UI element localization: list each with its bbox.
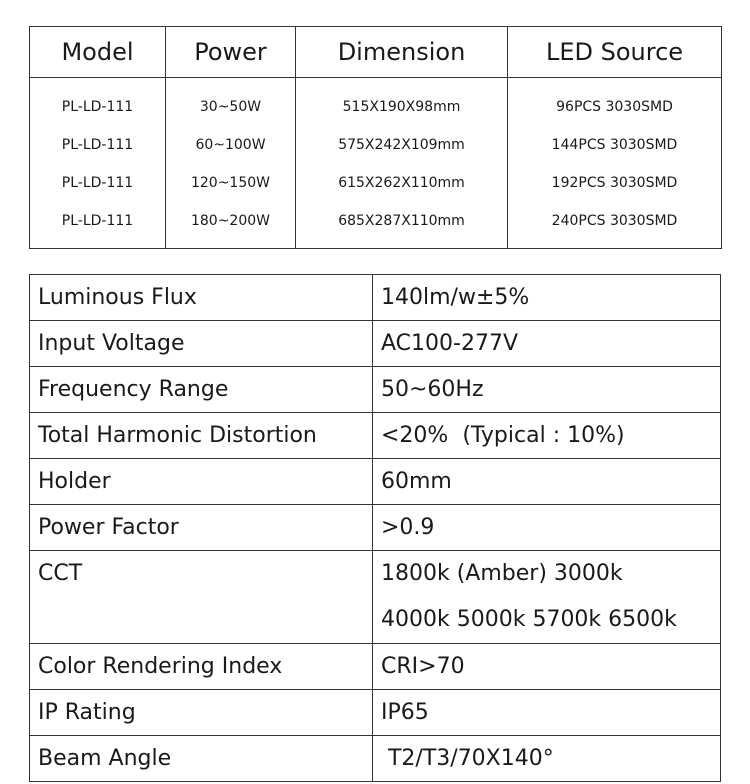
cell-model: PL-LD-111 (61, 99, 134, 115)
cell-model: PL-LD-111 (61, 175, 134, 191)
cell-led-source: 144PCS 3030SMD (508, 126, 722, 164)
spec-row-power-factor (30, 505, 721, 551)
spec-label: Luminous Flux (30, 275, 373, 321)
cell-power: 30~50W (166, 78, 296, 127)
table-row (30, 164, 722, 202)
header-model: Model (30, 27, 166, 78)
spec-row-ip-rating (30, 690, 721, 736)
spec-value: 60mm (373, 459, 721, 505)
cell-dimension: 685X287X110mm (296, 202, 508, 249)
cell-led-source: 192PCS 3030SMD (508, 164, 722, 202)
spec-label: Total Harmonic Distortion (30, 413, 373, 459)
spec-label: Input Voltage (30, 321, 373, 367)
cell-power: 60~100W (166, 126, 296, 164)
spec-label: Holder (30, 459, 373, 505)
spec-row-holder (30, 459, 721, 505)
spec-row-cct (30, 551, 721, 644)
cell-power: 180~200W (166, 202, 296, 249)
header-power: Power (166, 27, 296, 78)
cell-led-source: 96PCS 3030SMD (508, 78, 722, 127)
spec-value: AC100-277V (373, 321, 721, 367)
header-dimension: Dimension (296, 27, 508, 78)
spec-value: <20% (Typical : 10%) (373, 413, 721, 459)
header-led-source: LED Source (508, 27, 722, 78)
spec-label: CCT (30, 551, 373, 644)
spec-label: Frequency Range (30, 367, 373, 413)
spec-row-frequency-range (30, 367, 721, 413)
spec-value: IP65 (373, 690, 721, 736)
spec-row-luminous-flux (30, 275, 721, 321)
spec-label: Beam Angle (30, 736, 373, 782)
spec-value: T2/T3/70X140° (373, 736, 721, 782)
spec-label: Color Rendering Index (30, 644, 373, 690)
spec-table (29, 274, 721, 782)
model-table (29, 26, 722, 249)
cell-led-source: 240PCS 3030SMD (508, 202, 722, 249)
spec-value: CRI>70 (373, 644, 721, 690)
spec-value: 50~60Hz (373, 367, 721, 413)
cell-dimension: 615X262X110mm (296, 164, 508, 202)
spec-row-input-voltage (30, 321, 721, 367)
table-row (30, 78, 722, 127)
cct-value-line-1: 1800k (Amber) 3000k (381, 561, 623, 586)
spec-value: >0.9 (373, 505, 721, 551)
spec-value: 140lm/w±5% (373, 275, 721, 321)
cell-dimension: 575X242X109mm (296, 126, 508, 164)
cell-model: PL-LD-111 (61, 137, 134, 153)
table-row (30, 202, 722, 249)
spec-label: Power Factor (30, 505, 373, 551)
cell-model: PL-LD-111 (61, 213, 134, 229)
cell-power: 120~150W (166, 164, 296, 202)
spec-row-thd (30, 413, 721, 459)
cell-dimension: 515X190X98mm (296, 78, 508, 127)
spec-row-cri (30, 644, 721, 690)
spec-row-beam-angle (30, 736, 721, 782)
table-row (30, 126, 722, 164)
spec-value (373, 551, 721, 644)
spec-label: IP Rating (30, 690, 373, 736)
cct-value-line-2: 4000k 5000k 5700k 6500k (381, 607, 677, 632)
model-table-header (30, 27, 722, 78)
